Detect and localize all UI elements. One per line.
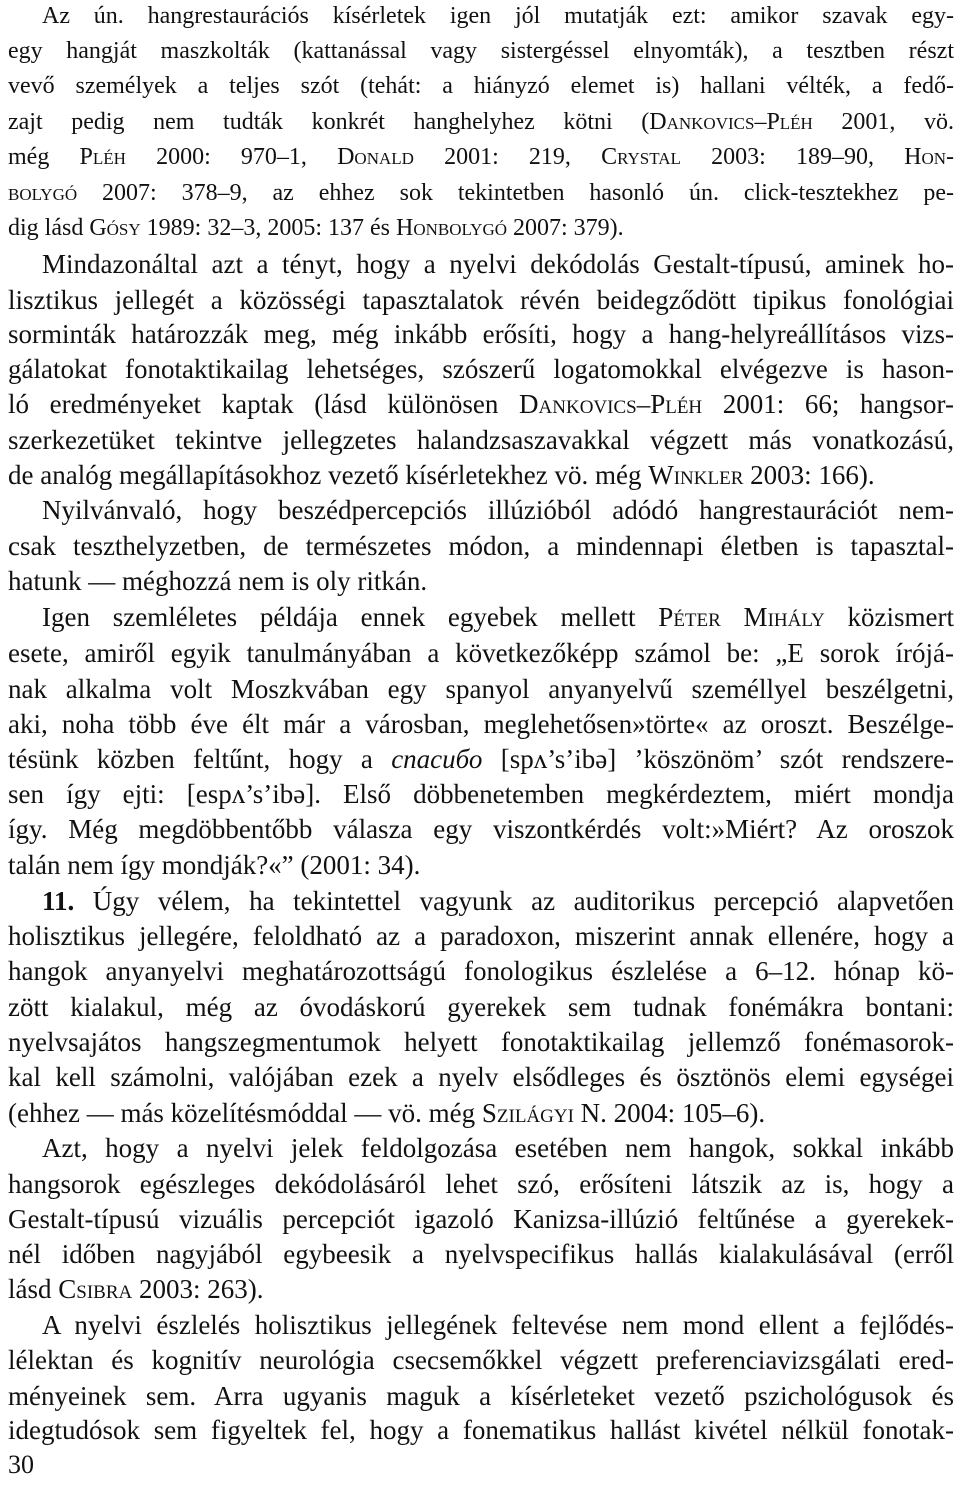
text-line [8, 39, 954, 63]
author-name: Dankovics [519, 389, 637, 419]
author-name: Csibra [58, 1274, 133, 1304]
text-run: Igen szemléletes példája ennek egyebek mellett [42, 602, 659, 632]
text-run: 2001: 66; hangsor- [702, 389, 954, 419]
text-line [8, 640, 954, 667]
text-line [8, 216, 624, 240]
text-line [42, 251, 954, 278]
text-run: egy hangját maszkolták (kattanással vagy sistergéssel elnyomták), a tesztben részt [8, 38, 954, 64]
text-run: Az ún. hangrestaurációs kísérletek igen jól mutatják ezt: amikor szavak egy- [42, 3, 954, 29]
text-run: kal kell számolni, valójában ezek a nyelv elsődleges és ösztönös elemi egységei [8, 1062, 954, 1092]
text-run: lásd [8, 1274, 59, 1304]
text-run: lélektan és kognitív neurológia csecsemőkkel végzett preferenciavizsgálati ered- [8, 1345, 954, 1375]
text-run: 2003: 166). [743, 460, 875, 490]
text-run: nél időben nagyjából egybeesik a nyelvspecifikus hallás kialakulásával (erről [8, 1239, 954, 1269]
text-line [42, 1135, 954, 1162]
text-line [8, 1206, 954, 1233]
text-run: sorminták határozzák meg, még inkább erősíti, hogy a hang-helyreállításos vizs- [8, 319, 954, 349]
text-line [8, 711, 954, 738]
text-run: Nyilvánvaló, hogy beszédpercepciós illúzióból adódó hangrestaurációt nem- [42, 495, 954, 525]
text-line [8, 1276, 263, 1303]
author-name: Gósy [89, 215, 141, 241]
text-run: 2000: 970–1, [125, 144, 338, 170]
text-line [8, 676, 954, 703]
text-run: lisztikus jellegét a közösségi tapasztalatok révén beidegződött tipikus fonológiai [8, 285, 954, 315]
text-run: de analóg megállapításokhoz vezető kísérletekhez vö. még [8, 460, 649, 490]
text-run: közismert [824, 602, 954, 632]
text-run: 2003: 263). [132, 1274, 264, 1304]
text-run: A nyelvi észlelés holisztikus jellegének feltevése nem mond ellent a fejlődés- [42, 1310, 954, 1340]
text-run: hangok anyanyelvi meghatározottságú fonologikus észlelése a 6–12. hónap kö- [8, 956, 954, 986]
text-line [42, 4, 954, 28]
text-line [42, 1312, 954, 1339]
page-number: 30 [8, 1450, 34, 1479]
text-line [8, 852, 420, 879]
text-run: sen így ejti: [espʌ’s’ibə]. Első döbbenetemben megkérdeztem, miért mondja [8, 779, 954, 809]
text-line [8, 1100, 765, 1127]
text-run: ló eredményeket kaptak (lásd különösen [8, 389, 520, 419]
author-name: Pléh [766, 109, 813, 135]
author-name: Pléh [79, 144, 126, 170]
text-run: (ehhez — más közelítésmóddal — vö. még [8, 1098, 482, 1128]
text-run: szerkezetüket tekintve jellegzetes halandzsaszavakkal végzett más vonatkozású, [8, 425, 954, 455]
text-run: dig lásd [8, 215, 90, 241]
text-line [8, 427, 954, 454]
text-line [8, 1417, 954, 1444]
author-name: Honbolygó [396, 215, 508, 241]
text-line [8, 994, 954, 1021]
author-name: bolygó [8, 180, 78, 206]
text-line [8, 568, 427, 595]
text-run: спасибо [391, 744, 483, 774]
text-line [8, 181, 954, 205]
text-run: Gestalt-típusú vizuális percepciót igazoló Kanizsa-illúzió feltűnése a gyerekek- [8, 1204, 954, 1234]
text-run: Azt, hogy a nyelvi jelek feldolgozása esetében nem hangok, sokkal inkább [42, 1133, 954, 1163]
text-run: hangsorok egészleges dekódolásáról lehet szó, erősíteni látszik az is, hogy a [8, 1169, 954, 1199]
text-line [8, 1029, 954, 1056]
text-line [8, 1064, 954, 1091]
text-line [8, 462, 875, 489]
text-line [8, 74, 954, 98]
author-name: Pléh [650, 389, 703, 419]
author-name: Dankovics [649, 109, 755, 135]
text-run: 2004: 105–6). [606, 1098, 766, 1128]
text-run: zajt pedig nem tudták konkrét hanghelyhez kötni ( [8, 109, 650, 135]
author-name: Szilágyi N. [481, 1098, 607, 1128]
text-line [42, 604, 954, 631]
text-line [8, 1171, 954, 1198]
text-run: holisztikus jellegére, feloldható az a paradoxon, miszerint annak ellenére, hogy a [8, 921, 954, 951]
text-run: így. Még megdöbbentőbb válasza egy viszontkérdés volt:»Miért? Az oroszok [8, 814, 954, 844]
text-line [8, 533, 954, 560]
text-line [8, 391, 954, 418]
author-name: Winkler [648, 460, 744, 490]
text-line [8, 958, 954, 985]
text-line [8, 923, 954, 950]
text-line [8, 1241, 954, 1268]
author-name: Donald [337, 144, 414, 170]
text-line [8, 287, 954, 314]
text-line [8, 1347, 954, 1374]
section-number: 11. [42, 886, 75, 916]
text-line [8, 816, 954, 843]
text-run: gálatokat fonotaktikailag lehetséges, szószerű logatomokkal elvégezve is hason- [8, 354, 954, 384]
author-name: Crystal [601, 144, 681, 170]
text-line [8, 110, 954, 134]
text-line [8, 746, 954, 773]
text-run: tésünk közben feltűnt, hogy a [8, 744, 392, 774]
text-run: – [754, 109, 767, 135]
text-run: nyelvsajátos hangszegmentumok helyett fonotaktikailag jellemző fonémasorok- [8, 1027, 954, 1057]
text-run: 1989: 32–3, 2005: 137 és [140, 215, 396, 241]
text-line [8, 1383, 954, 1410]
text-line [8, 145, 954, 169]
text-run: Úgy vélem, ha tekintettel vagyunk az auditorikus percepció alapvetően [74, 886, 954, 916]
text-run: 2001, vö. [812, 109, 955, 135]
text-run: nak alkalma volt Moszkvában egy spanyol anyanyelvű személlyel beszélgetni, [8, 674, 954, 704]
text-run: 2007: 379). [507, 215, 624, 241]
text-run: 2003: 189–90, [680, 144, 905, 170]
text-run: még [8, 144, 80, 170]
text-run: aki, noha több éve élt már a városban, meglehetősen»törte« az oroszt. Beszélge- [8, 709, 954, 739]
text-line [42, 888, 954, 915]
text-run: zött kialakul, még az óvodáskorú gyerekek sem tudnak fonémákra bontani: [8, 992, 954, 1022]
text-run: [spʌ’s’ibə] ’köszönöm’ szót rendszere- [482, 744, 954, 774]
text-run: vevő személyek a teljes szót (tehát: a hiányzó elemet is) hallani vélték, a fedő- [8, 73, 954, 99]
author-name: Péter Mihály [658, 602, 825, 632]
text-run: idegtudósok sem figyeltek fel, hogy a fonematikus hallást kivétel nélkül fonotak- [8, 1415, 954, 1445]
text-line [8, 321, 954, 348]
text-line [42, 497, 954, 524]
text-run: esete, amiről egyik tanulmányában a következőképp számol be: „E sorok írójá- [8, 638, 954, 668]
text-line [8, 356, 954, 383]
text-run: ményeinek sem. Arra ugyanis maguk a kísérleteket vezető pszichológusok és [8, 1381, 954, 1411]
author-name: Hon- [904, 144, 955, 170]
text-line [8, 781, 954, 808]
text-run: csak teszthelyzetben, de természetes módon, a mindennapi életben is tapasztal- [8, 531, 954, 561]
text-run: 2007: 378–9, az ehhez sok tekintetben hasonló ún. click-tesztekhez pe- [77, 180, 954, 206]
text-run: talán nem így mondják?«” (2001: 34). [8, 850, 421, 880]
text-run: Mindazonáltal azt a tényt, hogy a nyelvi dekódolás Gestalt-típusú, aminek ho- [42, 249, 954, 279]
text-run: hatunk — méghozzá nem is oly ritkán. [8, 566, 428, 596]
text-run: 2001: 219, [413, 144, 602, 170]
text-run: – [636, 389, 651, 419]
